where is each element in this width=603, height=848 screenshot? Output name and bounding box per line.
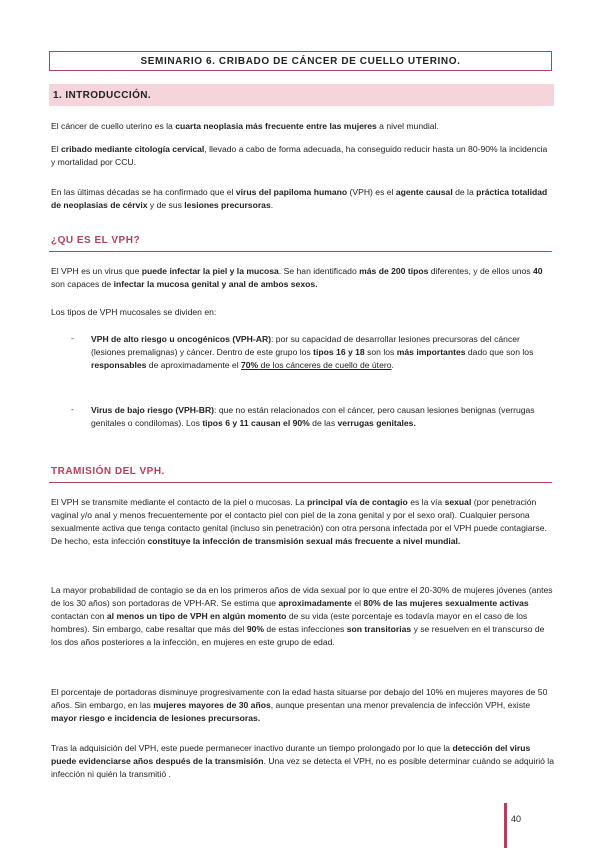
text-run: El porcentaje de portadoras disminuye progresivamente con la edad hasta situarse por debajo del 10% en mujeres mayores de 50 años. Sin embargo, en las [51,687,548,710]
page-number-bar [504,803,507,848]
text-run: de los cánceres de cuello de útero [258,360,392,370]
text-run: (por penetración vaginal y/o anal y menos frecuentemente por el contacto piel con piel de la zona genital y por el sexo oral). Cualquier persona sexualmente activa que tenga contacto genital (incluso sin penetración) con otra persona infectada por el VPH puede contagiarse. De hecho, esta infección [51,497,547,546]
text-run: son transitorias [346,624,412,634]
document-title: SEMINARIO 6. CRIBADO DE CÁNCER DE CUELLO UTERINO. [49,51,552,71]
text-run: aproximadamente [278,598,352,608]
text-run: mujeres mayores de 30 años [153,700,271,710]
bullet-marker: - [71,404,74,414]
text-run: El VPH se transmite mediante el contacto de la piel o mucosas. La [51,497,308,507]
list-item [91,404,553,430]
text-run: 80% de las mujeres sexualmente activas [363,598,529,608]
text-run: . Se han identificado [278,266,360,276]
text-run: a nivel mundial. [376,121,439,131]
paragraph [51,496,554,548]
text-run: de estas infecciones [264,624,347,634]
text-run: de aproximadamente el [146,360,241,370]
paragraph [51,306,554,319]
text-run: Virus de bajo riesgo (VPH-BR) [91,405,215,415]
text-run: El cáncer de cuello uterino es la [51,121,176,131]
text-run: En las últimas décadas se ha confirmado que el [51,187,236,197]
text-run: 40 [533,266,543,276]
text-run: responsables [91,360,147,370]
text-run: más de 200 tipos [359,266,429,276]
text-run: mayor riesgo e incidencia de lesiones precursoras. [51,713,261,723]
text-run: : por su capacidad de desarrollar lesiones precursoras del cáncer (lesiones premalignas) y cáncer. Dentro de este grupo los [91,334,520,357]
text-run: contactan con [51,611,107,621]
text-run: de la [452,187,477,197]
text-run: al menos un tipo de VPH en algún momento [106,611,287,621]
paragraph [51,186,554,212]
text-run: El VPH es un virus que [51,266,142,276]
text-run: (VPH) es el [347,187,396,197]
text-run: es la vía [407,497,445,507]
text-run: VPH de alto riesgo u oncogénicos (VPH-AR) [91,334,272,344]
section-heading-introduccion: 1. INTRODUCCIÓN. [49,84,554,106]
paragraph [51,120,554,133]
text-run: infectar la mucosa genital y anal de ambos sexos. [113,279,318,289]
page-number: 40 [511,814,522,824]
text-run: son los [364,347,397,357]
text-run: . [391,360,394,370]
text-run: dado que son los [465,347,534,357]
text-run: : que no están relacionados con el cáncer, pero causan lesiones benignas (verrugas genitales o condilomas). Los [91,405,535,428]
text-run: constituye la infección de transmisión sexual más frecuente a nivel mundial. [147,536,461,546]
text-run: El [51,144,62,154]
text-run: principal vía de contagio [307,497,408,507]
paragraph [51,584,554,649]
text-run: y se resuelven en el transcurso de los dos años posteriores a la infección, en mujeres en este grupo de edad. [51,624,545,647]
text-run: La mayor probabilidad de contagio se da en los primeros años de vida sexual por lo que entre el 20-30% de mujeres jóvenes (antes de los 30 años) son portadoras de VPH-AR. Se estima que [51,585,553,608]
text-run: agente causal [395,187,453,197]
text-run: Tras la adquisición del VPH, este puede permanecer inactivo durante un tiempo prolongado por lo que la [51,743,453,753]
paragraph [51,265,554,291]
text-run: práctica totalidad de neoplasias de cérvix [51,187,548,210]
text-run: cuarta neoplasia más frecuente entre las mujeres [175,121,377,131]
text-run: y de sus [147,200,185,210]
text-run: , aunque presentan una menor prevalencia de infección VPH, existe [270,700,531,710]
text-run: virus del papiloma humano [235,187,348,197]
text-run: el [351,598,364,608]
text-run: , llevado a cabo de forma adecuada, ha conseguido reducir hasta un 80-90% la incidencia y mortalidad por CCU. [51,144,548,167]
text-run: 70% [241,360,259,370]
text-run: tipos 16 y 18 [313,347,365,357]
text-run: de las [309,418,338,428]
text-run: más importantes [396,347,466,357]
paragraph [51,686,554,725]
section-heading-que-es-vph: ¿QU ES EL VPH? [49,235,552,252]
text-run: de su vida (este porcentaje es todavía mayor en el caso de los hombres). Sin embargo, cabe resaltar que más del [51,611,528,634]
text-run: son capaces de [51,279,114,289]
text-run: puede infectar la piel y la mucosa [141,266,279,276]
text-run: sexual [444,497,472,507]
paragraph [51,742,554,781]
text-run: diferentes, y de ellos unos [428,266,533,276]
text-run: Los tipos de VPH mucosales se dividen en: [51,307,217,317]
text-run: verrugas genitales. [337,418,416,428]
text-run: lesiones precursoras [184,200,271,210]
text-run: 90% [246,624,265,634]
text-run: detección del virus puede evidenciarse años después de la transmisión [51,743,531,766]
bullet-marker: - [71,333,74,343]
text-run: cribado mediante citología cervical [61,144,205,154]
paragraph [51,143,554,169]
list-item [91,333,553,372]
text-run: . [270,200,274,210]
section-heading-transmision: TRAMISIÓN DEL VPH. [49,466,552,483]
text-run: tipos 6 y 11 causan el 90% [202,418,310,428]
text-run: . Una vez se detecta el VPH, no es posible determinar cuándo se adquirió la infección ni quién la transmitió . [51,756,554,779]
